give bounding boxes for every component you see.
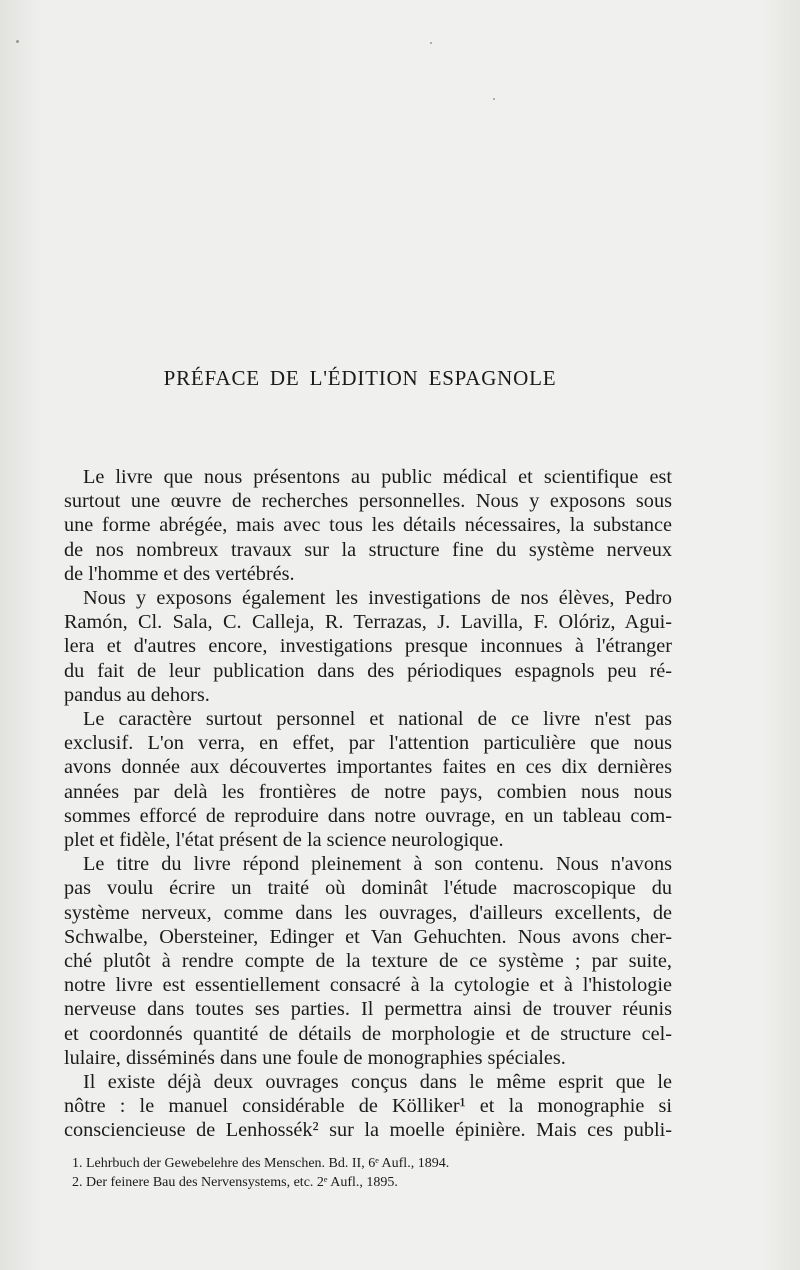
text-line: exclusif. L'on verra, en effet, par l'attention particulière que nous — [64, 732, 672, 755]
text-line: lera et d'autres encore, investigations presque inconnues à l'étranger — [64, 635, 672, 658]
text-line: Schwalbe, Obersteiner, Edinger et Van Gehuchten. Nous avons cher- — [64, 925, 672, 948]
text-line: Nous y exposons également les investigations de nos élèves, Pedro — [83, 587, 672, 610]
footnote-2: 2. Der feinere Bau des Nervensystems, etc. 2ᵉ Aufl., 1895. — [72, 1175, 398, 1190]
text-line: années par delà les frontières de notre pays, combien nous nous — [64, 780, 672, 803]
text-line: Le titre du livre répond pleinement à son contenu. Nous n'avons — [83, 853, 672, 876]
text-line: Ramón, Cl. Sala, C. Calleja, R. Terrazas, J. Lavilla, F. Olóriz, Agui- — [64, 611, 672, 634]
text-line: une forme abrégée, mais avec tous les détails nécessaires, la substance — [64, 514, 672, 537]
footnotes — [72, 1154, 592, 1192]
paper-speck — [430, 42, 432, 44]
page-title: PRÉFACE DE L'ÉDITION ESPAGNOLE — [163, 366, 557, 390]
paper-speck — [493, 98, 495, 100]
text-line: de l'homme et des vertébrés. — [64, 562, 295, 585]
text-line: de nos nombreux travaux sur la structure fine du système nerveux — [64, 538, 672, 561]
text-line: surtout une œuvre de recherches personnelles. Nous y exposons sous — [64, 490, 672, 513]
text-line: ché plutôt à rendre compte de la texture de ce système ; par suite, — [64, 950, 672, 973]
text-line: nerveuse dans toutes ses parties. Il permettra ainsi de trouver réunis — [64, 998, 672, 1021]
text-line: nôtre : le manuel considérable de Kölliker¹ et la monographie si — [64, 1095, 672, 1118]
text-line: et coordonnés quantité de détails de morphologie et de structure cel- — [64, 1022, 672, 1045]
text-line: Il existe déjà deux ouvrages conçus dans le même esprit que le — [83, 1071, 672, 1094]
paper-speck — [16, 40, 19, 43]
text-line: consciencieuse de Lenhossék² sur la moelle épinière. Mais ces publi- — [64, 1119, 672, 1142]
text-line: plet et fidèle, l'état présent de la science neurologique. — [64, 829, 504, 852]
text-line: du fait de leur publication dans des périodiques espagnols peu ré- — [64, 659, 672, 682]
text-line: Le livre que nous présentons au public médical et scientifique est — [83, 466, 672, 488]
text-line: pandus au dehors. — [64, 683, 210, 706]
text-line: système nerveux, comme dans les ouvrages, d'ailleurs excellents, de — [64, 901, 672, 924]
body-text — [64, 465, 672, 1143]
text-line: avons donnée aux découvertes importantes faites en ces dix dernières — [64, 756, 672, 779]
text-line: Le caractère surtout personnel et national de ce livre n'est pas — [83, 708, 672, 731]
text-line: sommes efforcé de reproduire dans notre ouvrage, en un tableau com- — [64, 804, 672, 827]
text-line: lulaire, disséminés dans une foule de monographies spéciales. — [64, 1046, 566, 1069]
footnote-1: 1. Lehrbuch der Gewebelehre des Menschen. Bd. II, 6ᵉ Aufl., 1894. — [72, 1156, 450, 1171]
text-line: notre livre est essentiellement consacré à la cytologie et à l'histologie — [64, 974, 672, 997]
text-line: pas voulu écrire un traité où dominât l'étude macroscopique du — [64, 877, 672, 900]
